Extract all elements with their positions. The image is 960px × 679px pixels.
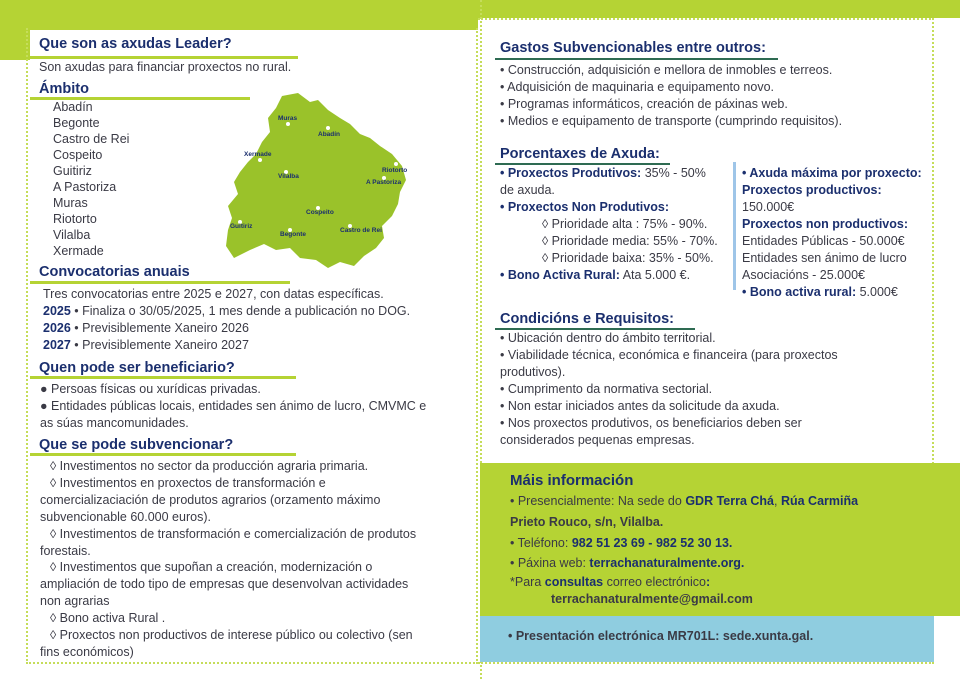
- subv-line: ◊ Investimentos en proxectos de transformación e: [50, 475, 326, 490]
- cond-line: • Viabilidade técnica, económica e financeira (para proxectos: [500, 348, 838, 362]
- info-web-prefix: • Páxina web:: [510, 556, 590, 570]
- ambito-item: Cospeito: [53, 148, 103, 162]
- cond-line: • Ubicación dentro do ámbito territorial.: [500, 331, 716, 345]
- top-right-band: [478, 0, 960, 18]
- benef-line: ● Entidades públicas locais, entidades sen ánimo de lucro, CMVMC e: [40, 399, 427, 413]
- section-title-condicions: Condicións e Requisitos:: [500, 311, 675, 327]
- ambito-item: Xermade: [53, 244, 104, 258]
- map-town-dot: [286, 122, 290, 126]
- cond-line: considerados pequenas empresas.: [500, 433, 695, 447]
- conv-year: 2025: [43, 304, 75, 318]
- ambito-item: Abadín: [53, 100, 93, 114]
- subv-line: ◊ Investimentos de transformación e comercialización de produtos: [50, 526, 417, 541]
- subv-line: subvencionable 60.000 euros).: [40, 509, 211, 524]
- subv-line: ◊ Proxectos non productivos de interese público ou colectivo (sen: [50, 628, 413, 642]
- que-son-text: Son axudas para financiar proxectos no rural.: [39, 60, 292, 74]
- maxima-divider: [733, 162, 736, 290]
- map-town-label: Abadín: [318, 131, 341, 138]
- cond-line: produtivos).: [500, 365, 566, 379]
- maxima-ent1: Entidades Públicas - 50.000€: [742, 234, 905, 248]
- maxima-title: • Axuda máxima por proxecto:: [742, 166, 922, 180]
- info-phone-prefix: • Teléfono:: [510, 536, 572, 550]
- conv-row: [43, 303, 410, 319]
- ambito-item: Muras: [53, 196, 88, 210]
- conv-text: • Previsiblemente Xaneiro 2027: [74, 338, 249, 352]
- porc-bono-label: • Bono Activa Rural:: [500, 268, 620, 282]
- benef-line: ● Persoas físicas ou xurídicas privadas.: [40, 382, 261, 396]
- info-web-line: [510, 556, 744, 570]
- maxima-ent3: Asociacións - 25.000€: [742, 268, 865, 282]
- map-town-label: Begonte: [280, 231, 306, 238]
- porc-prod-label: • Proxectos Produtivos:: [500, 166, 642, 180]
- prio-line: ◊ Prioridade baixa: 35% - 50%.: [542, 251, 714, 265]
- porc-bono-line: [500, 267, 690, 283]
- subv-line: ◊ Bono activa Rural .: [50, 611, 166, 626]
- subv-line: non agrarias: [40, 594, 110, 609]
- gastos-line: • Construcción, adquisición e mellora de inmobles e terreos.: [500, 63, 833, 77]
- sede-text[interactable]: • Presentación electrónica MR701L: sede.xunta.gal.: [508, 629, 814, 643]
- map-town-label: Riotorto: [382, 167, 408, 174]
- title-underline: [30, 453, 296, 456]
- cond-line: • Nos proxectos produtivos, os beneficiarios deben ser: [500, 416, 802, 430]
- info-pres-street: Rúa Carmiña: [780, 494, 859, 508]
- gastos-line: • Adquisición de maquinaria e equipamento novo.: [500, 80, 775, 94]
- maxima-bono-value: 5.000€: [856, 285, 898, 299]
- map-town-label: Xermade: [244, 151, 272, 158]
- section-title-convocatorias: Convocatorias anuais: [39, 264, 190, 280]
- subv-line: ◊ Investimentos que supoñan a creación, modernización o: [50, 560, 373, 575]
- porc-nonprod-label: • Proxectos Non Produtivos:: [500, 200, 669, 214]
- title-underline: [30, 281, 290, 284]
- maxima-ent2: Entidades sen ánimo de lucro: [742, 251, 907, 265]
- section-title-gastos: Gastos Subvencionables entre outros:: [500, 40, 766, 56]
- info-web-link[interactable]: terrachanaturalmente.org.: [589, 556, 745, 570]
- section-title-ambito: Ámbito: [39, 81, 89, 97]
- subv-line: ampliación de todo tipo de empresas que desenvolvan actividades: [40, 577, 409, 592]
- maxima-nonprod-label: Proxectos non productivos:: [742, 217, 908, 231]
- territory-map: [220, 88, 420, 273]
- info-mail-line: [510, 575, 710, 589]
- title-underline: [30, 376, 296, 379]
- map-town-dot: [258, 158, 262, 162]
- porc-bono-value: Ata 5.000 €.: [619, 268, 691, 282]
- porc-prod-value: 35% - 50%: [641, 166, 706, 180]
- map-town-label: Guitiriz: [230, 223, 253, 230]
- benef-line: as súas mancomunidades.: [40, 416, 189, 430]
- info-presencial-line: [510, 494, 858, 508]
- section-title-que-son: Que son as axudas Leader?: [39, 36, 232, 52]
- cond-line: • Non estar iniciados antes da solicitude da axuda.: [500, 399, 780, 413]
- subv-line: comercializaciación de produtos agrarios (orzamento máximo: [40, 492, 381, 507]
- prio-line: ◊ Prioridade alta : 75% - 90%.: [542, 217, 708, 231]
- map-town-dot: [394, 162, 398, 166]
- maxima-bono-line: [742, 284, 898, 300]
- ambito-item: Riotorto: [53, 212, 97, 226]
- prio-line: ◊ Prioridade media: 55% - 70%.: [542, 234, 718, 248]
- info-phone-line: [510, 536, 732, 550]
- conv-year: 2026: [43, 321, 75, 335]
- info-pres-prefix: • Presencialmente: Na sede do: [510, 494, 686, 508]
- subv-line: forestais.: [40, 543, 91, 558]
- map-town-label: Castro de Rei: [340, 227, 382, 234]
- gastos-line: • Medios e equipamento de transporte (cumprindo requisitos).: [500, 114, 843, 128]
- map-town-dot: [326, 126, 330, 130]
- gastos-line: • Programas informáticos, creación de páxinas web.: [500, 97, 788, 111]
- section-title-porcentaxes: Porcentaxes de Axuda:: [500, 146, 660, 162]
- ambito-item: A Pastoriza: [53, 180, 117, 194]
- porc-prod-line2: de axuda.: [500, 183, 555, 197]
- maxima-bono-label: • Bono activa rural:: [742, 285, 857, 299]
- info-pres-sep: ,: [774, 494, 781, 508]
- conv-intro: Tres convocatorias entre 2025 e 2027, con datas específicas.: [43, 287, 384, 301]
- ambito-item: Begonte: [53, 116, 100, 130]
- conv-text: • Previsiblemente Xaneiro 2026: [74, 321, 249, 335]
- info-pres-gdr: GDR Terra Chá: [685, 494, 774, 508]
- conv-row: [43, 320, 249, 336]
- info-address-line: Prieto Rouco, s/n, Vilalba.: [510, 515, 664, 529]
- section-title-beneficiario: Quen pode ser beneficiario?: [39, 360, 235, 376]
- map-town-label: Muras: [278, 115, 298, 122]
- map-town-label: Cospeito: [306, 209, 334, 216]
- maxima-prod-label: Proxectos productivos:: [742, 183, 882, 197]
- conv-year: 2027: [43, 338, 75, 352]
- subv-line: fins económicos): [40, 644, 134, 659]
- map-town-label: A Pastoriza: [366, 179, 402, 186]
- info-email-link[interactable]: terrachanaturalmente@gmail.com: [551, 592, 753, 606]
- section-title-subvencionar: Que se pode subvencionar?: [39, 437, 234, 453]
- ambito-item: Vilalba: [53, 228, 91, 242]
- title-underline: [495, 58, 778, 60]
- info-title: Máis información: [510, 472, 634, 489]
- conv-text: • Finaliza o 30/05/2025, 1 mes dende a publicación no DOG.: [74, 304, 411, 318]
- conv-row: [43, 337, 249, 353]
- info-mail-consultas: consultas: [544, 575, 604, 589]
- ambito-item: Guitiriz: [53, 164, 92, 178]
- info-mail-mid: correo electrónico: [603, 575, 706, 589]
- info-mail-prefix: *Para: [510, 575, 545, 589]
- top-left-band: [0, 0, 478, 30]
- map-town-label: Vilalba: [278, 173, 299, 180]
- cond-line: • Cumprimento da normativa sectorial.: [500, 382, 713, 396]
- ambito-item: Castro de Rei: [53, 132, 130, 146]
- maxima-prod-value: 150.000€: [742, 200, 795, 214]
- subv-line: ◊ Investimentos no sector da producción agraria primaria.: [50, 459, 369, 473]
- porc-prod-line: [500, 165, 706, 181]
- info-mail-colon: :: [705, 575, 711, 589]
- info-phone-value[interactable]: 982 51 23 69 - 982 52 30 13.: [571, 536, 733, 550]
